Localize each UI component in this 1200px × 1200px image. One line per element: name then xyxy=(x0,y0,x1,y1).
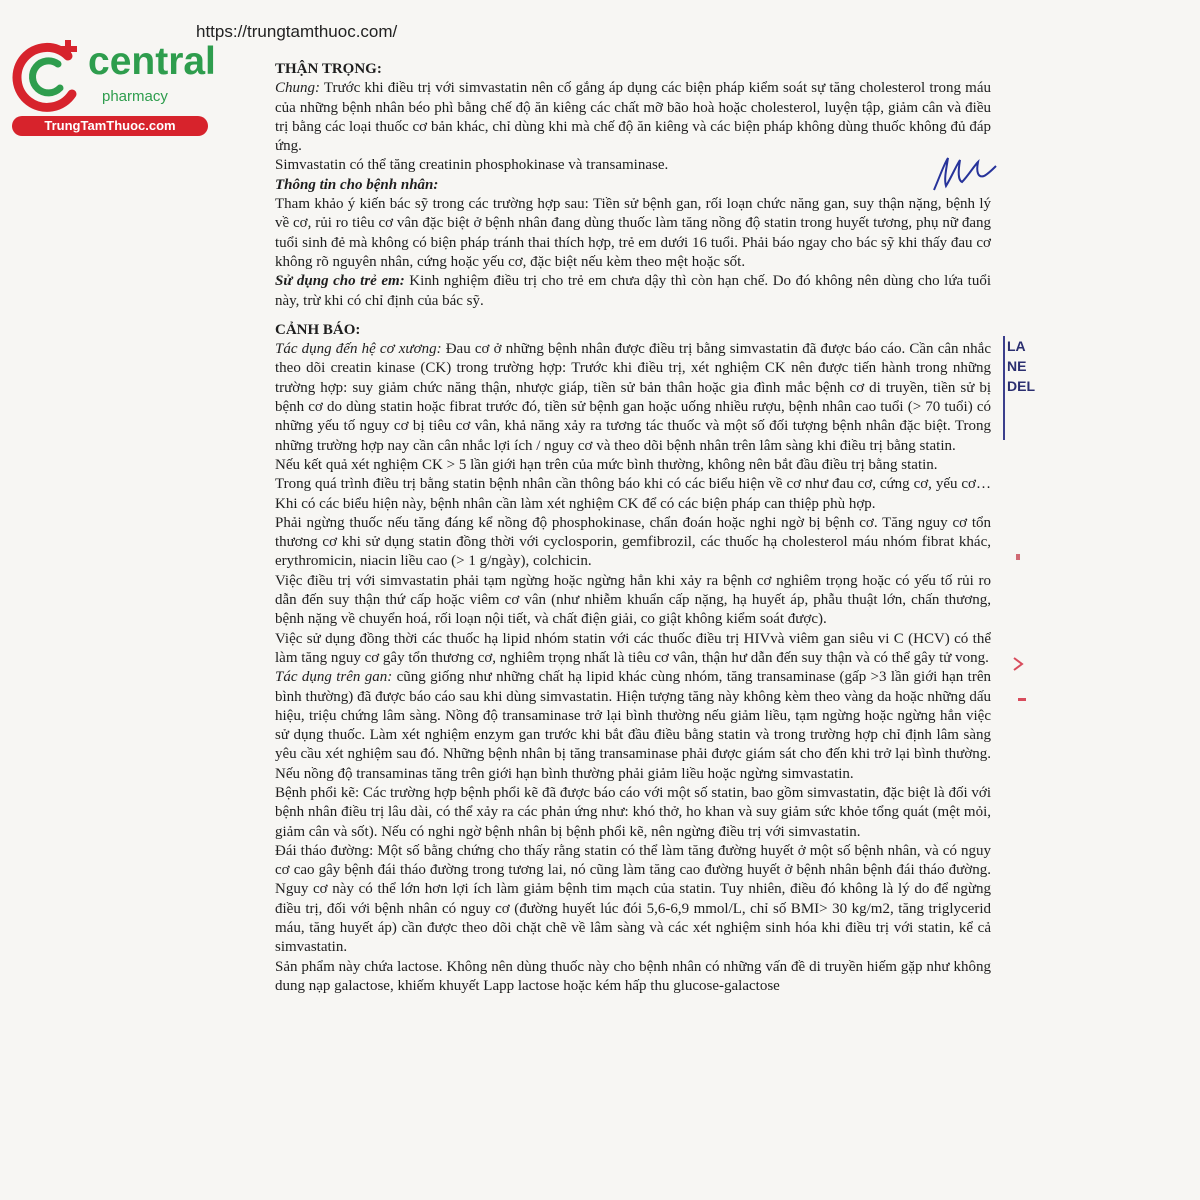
paragraph-text: Simvastatin có thể tăng creatinin phosphokinase và transaminase. xyxy=(275,157,669,174)
section-heading: CẢNH BÁO: xyxy=(275,321,361,338)
paragraph-text: Kinh nghiệm điều trị cho trẻ em chưa dậy thì còn hạn chế. Do đó không nên dùng cho lứa tuổi này, trừ khi có chỉ định của bác sỹ. xyxy=(275,273,991,309)
paragraph-text: cũng giống như những chất hạ lipid khác cùng nhóm, tăng transaminase (gấp >3 lần giới hạn trên bình thường) đã được báo cáo sau khi dùng simvastatin. Hiện tượng tăng này không kèm theo vàng da hoặc những dấu hiệu, triệu chứng lâm sàng. Nồng độ transaminase trở lại bình thường nếu giảm liều, tạm ngừng hoặc ngừng hẳn việc sử dụng thuốc. Làm xét nghiệm enzym gan trước khi bắt đầu điều bằng statin và trong trường hợp chỉ định lâm sàng yêu cầu xét nghiệm sau đó. Những bệnh nhân bị tăng transaminase phải được giám sát cho đến khi trở lại bình thường. Nếu nồng độ transaminas tăng trên giới hạn bình thường phải giảm liều hoặc ngừng simvastatin. xyxy=(275,669,991,782)
paragraph xyxy=(275,79,991,156)
stamp-line-3: DEL xyxy=(1007,378,1035,394)
paragraph-text: Việc sử dụng đồng thời các thuốc hạ lipid nhóm statin với các thuốc điều trị HIVvà viêm gan siêu vi C (HCV) có thể làm tăng nguy cơ gây tổn thương cơ, nghiêm trọng nhất là tiêu cơ vân, thận hư dẫn đến suy thận và có thể gây tử vong. xyxy=(275,630,991,666)
paragraph xyxy=(275,572,991,630)
logo-site-banner: TrungTamThuoc.com xyxy=(12,116,208,136)
paragraph xyxy=(275,514,991,572)
blue-stamp-fragment xyxy=(1003,336,1035,440)
paragraph-text: Trong quá trình điều trị bằng statin bệnh nhân cần thông báo khi có các biểu hiện về cơ như đau cơ, cứng cơ, yếu cơ… Khi có các biểu hiện này, bệnh nhân cần làm xét nghiệm CK để có các biện pháp can thiệp phù hợp. xyxy=(275,476,991,512)
subsection-heading: Thông tin cho bệnh nhân: xyxy=(275,176,439,193)
paragraph-text: Bệnh phổi kẽ: Các trường hợp bệnh phổi kẽ đã được báo cáo với một số statin, bao gồm simvastatin, đặc biệt là đối với bệnh nhân điều trị lâu dài, có thể xảy ra các phản ứng như: khó thở, ho khan và suy giảm sức khỏe tổng quát (mệt mỏi, giảm cân và sốt). Nếu có nghi ngờ bệnh nhân bị bệnh phổi kẽ, nên ngừng điều trị với simvastatin. xyxy=(275,784,991,840)
logo-sub-text: pharmacy xyxy=(102,88,168,105)
source-url-link[interactable]: https://trungtamthuoc.com/ xyxy=(196,22,398,41)
paragraph xyxy=(275,156,991,175)
paragraph xyxy=(275,340,991,456)
paragraph xyxy=(275,784,991,842)
paragraph xyxy=(275,475,991,514)
paragraph-lead: Chung: xyxy=(275,80,320,97)
paragraph-text: Nếu kết quả xét nghiệm CK > 5 lần giới hạn trên của mức bình thường, không nên bắt đầu điều trị bằng statin. xyxy=(275,456,938,473)
section-heading: THẬN TRỌNG: xyxy=(275,61,382,77)
paragraph-lead: Sử dụng cho trẻ em: xyxy=(275,273,405,290)
paragraph-text: Việc điều trị với simvastatin phải tạm ngừng hoặc ngừng hẳn khi xảy ra bệnh cơ nghiêm trọng hoặc có yếu tố rủi ro dẫn đến suy thận thứ cấp hoặc viêm cơ vân (như nhiễm khuẩn cấp nặng, hạ huyết áp, phẫu thuật lớn, chấn thương, bệnh nặng về chuyển hoá, rối loạn nội tiết, và chất điện giải, co giật không kiểm soát được). xyxy=(275,572,991,628)
paragraph-text: Tham khảo ý kiến bác sỹ trong các trường hợp sau: Tiền sử bệnh gan, rối loạn chức năng gan, suy thận nặng, bệnh lý về cơ, rủi ro tiêu cơ vân đặc biệt ở bệnh nhân đang dùng thuốc làm tăng nồng độ statin trong huyết tương, phụ nữ đang tuổi sinh đẻ mà không có biện pháp tránh thai thích hợp, trẻ em dưới 16 tuổi. Phải báo ngay cho bác sỹ khi thấy đau cơ không rõ nguyên nhân, cứng hoặc yếu cơ, đặc biệt nếu kèm theo mệt hoặc sốt. xyxy=(275,196,991,270)
section-gap xyxy=(275,311,991,321)
paragraph-lead: Tác dụng đến hệ cơ xương: xyxy=(275,341,442,358)
central-pharmacy-logo[interactable] xyxy=(10,38,215,138)
paragraph xyxy=(275,630,991,669)
paragraph xyxy=(275,195,991,272)
paragraph xyxy=(275,668,991,784)
stamp-line-2: NE xyxy=(1007,358,1027,374)
paragraph-text: Đau cơ ở những bệnh nhân được điều trị bằng simvastatin đã được báo cáo. Cần cân nhắc theo dõi creatin kinase (CK) trong trường hợp: Trước khi điều trị, xét nghiệm CK nên được tiến hành trong những trường hợp: suy giảm chức năng thận, nhược giáp, tiền sử bản thân hoặc gia đình mắc bệnh cơ di truyền, tiền sử bị bệnh cơ do dùng statin hoặc fibrat trước đó, tiền sử bệnh gan hoặc uống nhiều rượu, bệnh nhân cao tuổi (> 70 tuổi) có những yếu tố nguy cơ bị tiêu cơ vân, khả năng xảy ra tương tác thuốc và một số đối tượng bệnh nhân đặc biệt. Trong những trường hợp nay cần cân nhắc lợi ích / nguy cơ và theo dõi bệnh nhân trên lâm sàng khi điều trị bằng statin. xyxy=(275,341,991,454)
logo-brand-text: central xyxy=(88,40,216,83)
stamp-line-1: LA xyxy=(1007,338,1026,354)
red-margin-mark-icon xyxy=(1008,548,1030,708)
paragraph-text: Phải ngừng thuốc nếu tăng đáng kể nồng độ phosphokinase, chẩn đoán hoặc nghi ngờ bị bệnh cơ. Tăng nguy cơ tổn thương cơ khi sử dụng statin đồng thời với cyclosporin, gemfibrozil, các thuốc hạ cholesterol máu nhóm fibrat khác, erythromicin, niacin liều cao (> 1 g/ngày), colchicin. xyxy=(275,514,991,570)
document-body xyxy=(275,60,991,996)
paragraph xyxy=(275,958,991,997)
paragraph-text: Trước khi điều trị với simvastatin nên cố gắng áp dụng các biện pháp kiểm soát sự tăng cholesterol trong máu của những bệnh nhân béo phì bằng chế độ ăn kiêng các chất mỡ bão hoà hoặc cholesterol, luyện tập, giảm cân và điều trị bằng các loại thuốc cơ bản khác, chỉ dùng khi mà chế độ ăn kiêng và các biện pháp không dùng thuốc không đủ đáp ứng. xyxy=(275,80,991,155)
paragraph xyxy=(275,842,991,958)
paragraph-lead: Tác dụng trên gan: xyxy=(275,669,393,686)
paragraph-text: Sản phẩm này chứa lactose. Không nên dùng thuốc này cho bệnh nhân có những vấn đề di truyền hiếm gặp như không dung nạp galactose, khiếm khuyết Lapp lactose hoặc kém hấp thu glucose-galactose xyxy=(275,958,991,994)
paragraph xyxy=(275,272,991,311)
paragraph-text: Đái tháo đường: Một số bằng chứng cho thấy rằng statin có thể làm tăng đường huyết ở một số bệnh nhân, và có nguy cơ cao gây bệnh đái tháo đường trong tương lai, nó cũng làm tăng cao đường huyết ở bệnh nhân bệnh đái tháo đường. Nguy cơ này có thể lớn hơn lợi ích làm giảm bệnh tim mạch của statin. Tuy nhiên, điều đó không là lý do để ngừng điều trị, đối với bệnh nhân có nguy cơ (đường huyết lúc đói 5,6-6,9 mmol/L, chỉ số BMI> 30 kg/m2, tăng triglycerid máu, tăng huyết áp) cần được theo dõi chặt chẽ về lâm sàng và các xét nghiệm sinh hóa khi điều trị với statin, kể cả simvastatin. xyxy=(275,842,991,956)
pharmacy-cross-logo-icon xyxy=(10,38,90,114)
paragraph xyxy=(275,456,991,475)
